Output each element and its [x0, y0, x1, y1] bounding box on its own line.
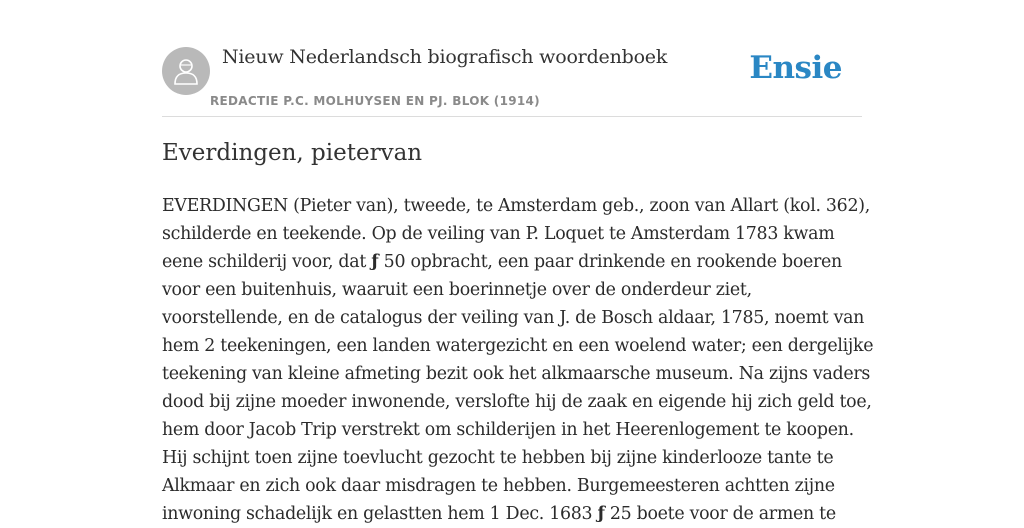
article-line: teekening van kleine afmeting bezit ook het alkmaarsche museum. Na zijns vaders: [162, 364, 870, 384]
article-line: dood bij zijne moeder inwonende, verslofte hij de zaak en eigende hij zich geld toe,: [162, 392, 872, 412]
article-line: eene schilderij voor, dat ƒ 50 opbracht, een paar drinkende en rookende boeren: [162, 252, 842, 272]
article-line: Hij schijnt toen zijne toevlucht gezocht te hebben bij zijne kinderlooze tante te: [162, 448, 834, 468]
florin-sign: ƒ: [371, 252, 379, 272]
article-line: voorstellende, en de catalogus der veiling van J. de Bosch aldaar, 1785, noemt van: [162, 308, 865, 328]
article-line: Alkmaar en zich ook daar misdragen te hebben. Burgemeesteren achtten zijne: [162, 476, 835, 496]
brand-logo-link[interactable]: Ensie: [749, 50, 842, 86]
article-line: EVERDINGEN (Pieter van), tweede, te Amsterdam geb., zoon van Allart (kol. 362),: [162, 196, 870, 216]
article-body: [162, 192, 874, 528]
article-line: voor een buitenhuis, waaruit een boerinnetje over de onderdeur ziet,: [162, 280, 752, 300]
source-header: [162, 46, 862, 117]
florin-sign: ƒ: [597, 504, 605, 524]
article-line: schilderde en teekende. Op de veiling van P. Loquet te Amsterdam 1783 kwam: [162, 224, 835, 244]
article-title: Everdingen, pietervan: [162, 140, 423, 166]
avatar[interactable]: [162, 47, 210, 95]
book-title[interactable]: Nieuw Nederlandsch biografisch woordenboek: [222, 46, 668, 68]
article-line: hem 2 teekeningen, een landen watergezicht en een woelend water; een dergelijke: [162, 336, 874, 356]
article-line: hem door Jacob Trip verstrekt om schilderijen in het Heerenlogement te koopen.: [162, 420, 854, 440]
article-line: inwoning schadelijk en gelastten hem 1 Dec. 1683 ƒ 25 boete voor de armen te: [162, 504, 836, 524]
user-icon: [173, 57, 199, 85]
editors-credit: REDACTIE P.C. MOLHUYSEN EN PJ. BLOK (1914): [210, 94, 540, 108]
